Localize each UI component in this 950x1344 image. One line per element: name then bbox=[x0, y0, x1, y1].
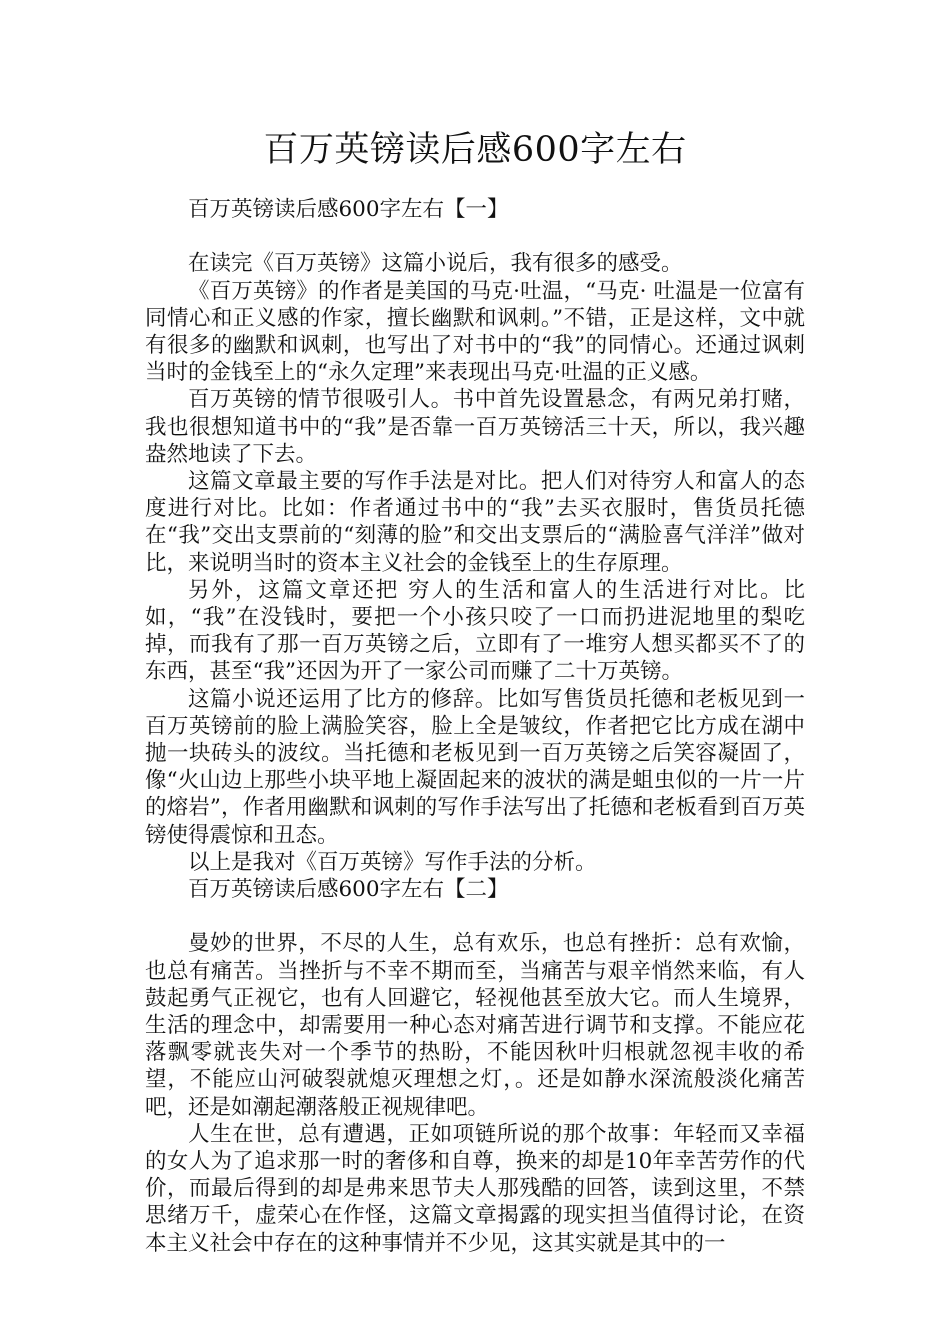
paragraph: 在读完《百万英镑》这篇小说后，我有很多的感受。 bbox=[188, 251, 683, 277]
section-heading-2: 百万英镑读后感600字左右【二】 bbox=[188, 877, 509, 903]
blank-line bbox=[145, 223, 805, 250]
paragraph: 这篇小说还运用了比方的修辞。比如写售货员托德和老板见到一百万英镑前的脸上满脸笑容，脸上全是皱纹，作者把它比方成在湖中抛一块砖头的波纹。当托德和老板见到一百万英镑之后笑容凝固了，像“火山边上那些小块平地上凝固起来的波状的满是蛆虫似的一片一片的熔岩”，作者用幽默和讽刺的写作手法写出了托德和老板看到百万英镑使得震惊和丑态。 bbox=[145, 686, 805, 848]
paragraph: 百万英镑的情节很吸引人。书中首先设置悬念，有两兄弟打赌，我也很想知道书中的“我”是否靠一百万英镑活三十天，所以，我兴趣盎然地读了下去。 bbox=[145, 387, 805, 467]
paragraph: 人生在世，总有遭遇，正如项链所说的那个故事：年轻而又幸福的女人为了追求那一时的奢侈和自尊，换来的却是10年幸苦劳作的代价，而最后得到的却是弗来思节夫人那残酷的回答，读到这里，不禁思绪万千，虚荣心在作怪，这篇文章揭露的现实担当值得讨论，在资本主义社会中存在的这种事情并不少见，这其实就是其中的一 bbox=[145, 1121, 805, 1256]
paragraph: 另外，这篇文章还把 穷人的生活和富人的生活进行对比。比如，“我”在没钱时，要把一个小孩只咬了一口而扔进泥地里的梨吃掉，而我有了那一百万英镑之后，立即有了一堆穷人想买都买不了的东西，甚至“我”还因为开了一家公司而赚了二十万英镑。 bbox=[145, 577, 805, 685]
document-body bbox=[145, 196, 805, 1257]
document-title: 百万英镑读后感600字左右 bbox=[263, 130, 687, 170]
paragraph: 《百万英镑》的作者是美国的马克·吐温，“马克· 吐温是一位富有同情心和正义感的作家，擅长幽默和讽刺。”不错，正是这样，文中就有很多的幽默和讽刺，也写出了对书中的“我”的同情心。还通过讽刺当时的金钱至上的“永久定理”来表现出马克·吐温的正义感。 bbox=[145, 278, 805, 386]
paragraph: 这篇文章最主要的写作手法是对比。把人们对待穷人和富人的态度进行对比。比如：作者通过书中的“我”去买衣服时，售货员托德在“我”交出支票前的“刻薄的脸”和交出支票后的“满脸喜气洋洋”做对比，来说明当时的资本主义社会的金钱至上的生存原理。 bbox=[145, 469, 805, 576]
blank-line bbox=[145, 903, 805, 930]
paragraph: 以上是我对《百万英镑》写作手法的分析。 bbox=[188, 849, 597, 875]
paragraph: 曼妙的世界，不尽的人生，总有欢乐，也总有挫折：总有欢愉，也总有痛苦。当挫折与不幸不期而至，当痛苦与艰辛悄然来临，有人鼓起勇气正视它，也有人回避它，轻视他甚至放大它。而人生境界，生活的理念中，却需要用一种心态对痛苦进行调节和支撑。不能应花落飘零就丧失对一个季节的热盼，不能因秋叶归根就忽视丰收的希望，不能应山河破裂就熄灭理想之灯，。还是如静水深流般淡化痛苦吧，还是如潮起潮落般正视规律吧。 bbox=[145, 931, 805, 1120]
section-heading-1: 百万英镑读后感600字左右【一】 bbox=[188, 197, 509, 222]
